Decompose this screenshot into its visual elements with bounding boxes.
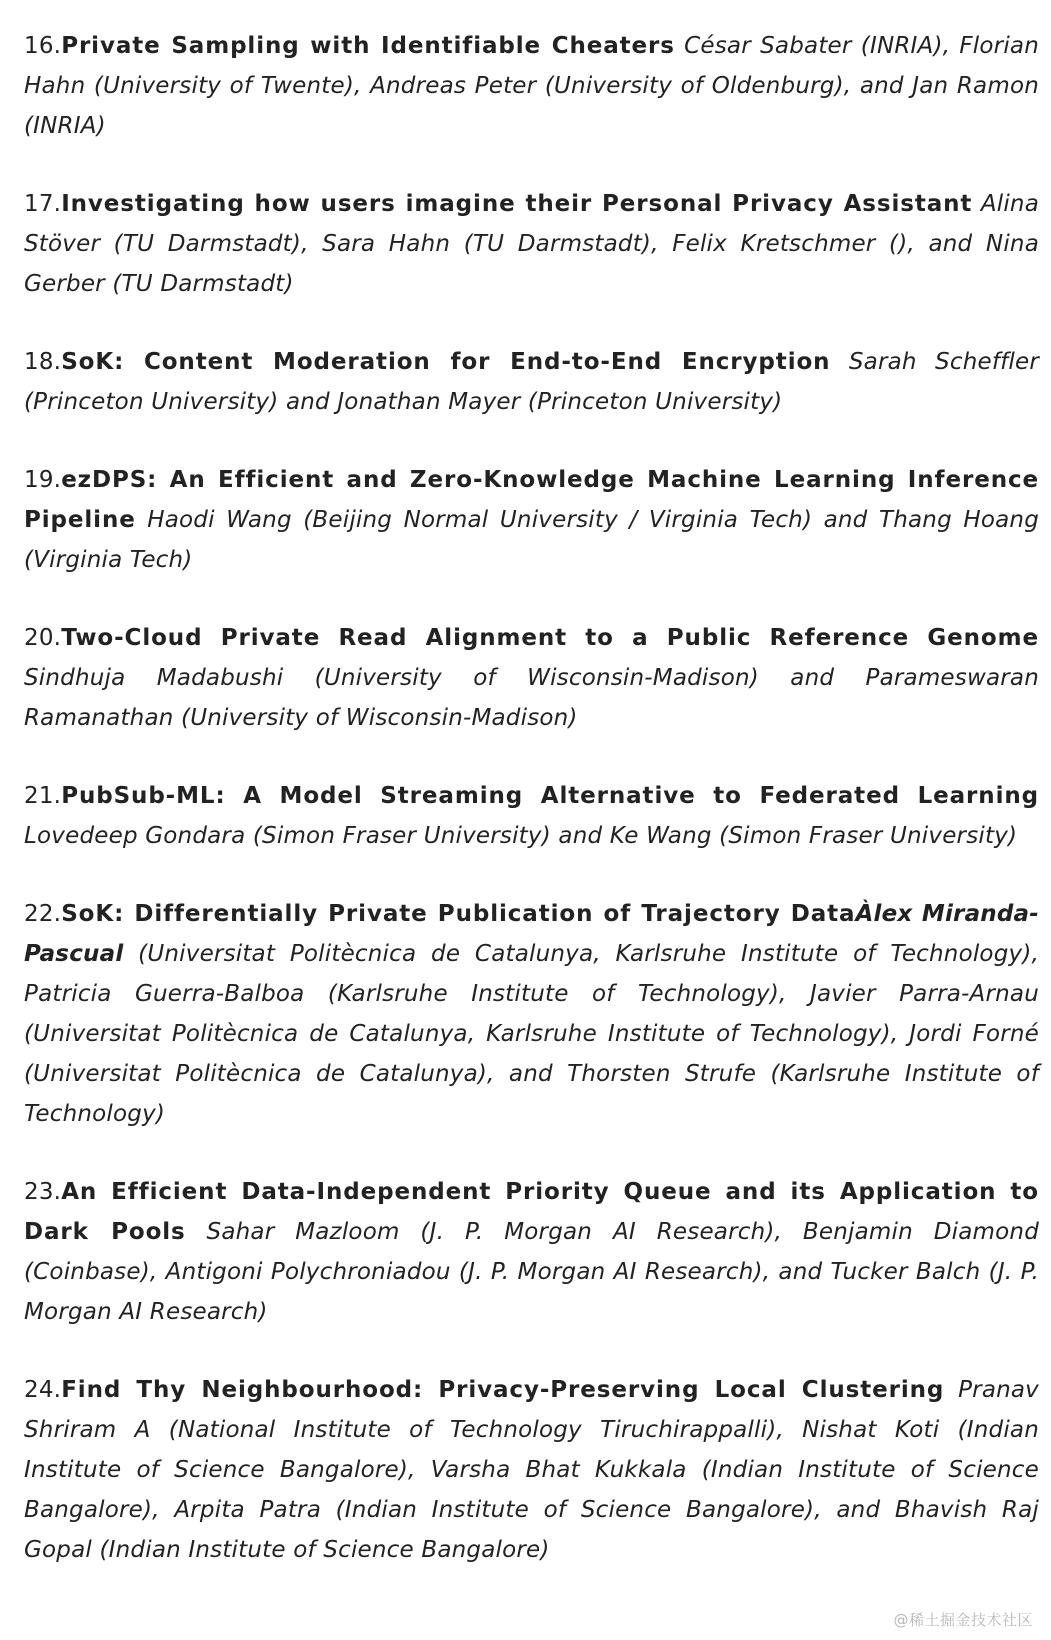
paper-authors: Sarah Scheffler (Princeton University) and Jonathan Mayer (Princeton University) <box>24 349 1040 415</box>
entry-number: 20. <box>24 625 62 651</box>
entry-number: 16. <box>24 33 62 59</box>
paper-authors: Sahar Mazloom (J. P. Morgan AI Research), Benjamin Diamond (Coinbase), Antigoni Polychroniadou (J. P. Morgan AI Research), and Tucker Balch (J. P. Morgan AI Research) <box>24 1219 1040 1325</box>
list-item <box>24 342 1039 422</box>
list-item <box>24 894 1039 1134</box>
paper-title: An Efficient Data-Independent Priority Queue and its Application to Dark Pools <box>24 1179 1039 1245</box>
entry-number: 22. <box>24 901 62 927</box>
paper-authors: Pranav Shriram A (National Institute of Technology Tiruchirappalli), Nishat Koti (Indian Institute of Science Bangalore), Varsha Bhat Kukkala (Indian Institute of Science Bangalore), Arpita Patra (Indian Institute of Science Bangalore), and Bhavish Raj Gopal (Indian Institute of Science Bangalore) <box>24 1377 1039 1563</box>
paper-authors: Alina Stöver (TU Darmstadt), Sara Hahn (TU Darmstadt), Felix Kretschmer (), and Nina Gerber (TU Darmstadt) <box>24 191 1039 297</box>
entry-number: 17. <box>24 191 62 217</box>
paper-first-author: Àlex Miranda-Pascual <box>24 901 1040 967</box>
paper-authors: César Sabater (INRIA), Florian Hahn (University of Twente), Andreas Peter (University of Oldenburg), and Jan Ramon (INRIA) <box>24 33 1039 139</box>
list-item <box>24 1370 1039 1570</box>
paper-authors: (Universitat Politècnica de Catalunya, Karlsruhe Institute of Technology), Patricia Guerra-Balboa (Karlsruhe Institute of Technology), Javier Parra-Arnau (Universitat Politècnica de Catalunya, Karlsruhe Institute of Technology), Jordi Forné (Universitat Politècnica de Catalunya), and Thorsten Strufe (Karlsruhe Institute of Technology) <box>24 941 1039 1127</box>
paper-authors: Haodi Wang (Beijing Normal University / Virginia Tech) and Thang Hoang (Virginia Tech) <box>24 507 1040 573</box>
paper-title: ezDPS: An Efficient and Zero-Knowledge Machine Learning Inference Pipeline <box>24 467 1039 533</box>
entry-number: 18. <box>24 349 62 375</box>
list-item <box>24 1172 1039 1332</box>
entry-number: 19. <box>24 467 62 493</box>
paper-title: Investigating how users imagine their Personal Privacy Assistant <box>61 191 973 217</box>
watermark: @稀土掘金技术社区 <box>893 1611 1033 1629</box>
list-item <box>24 618 1039 738</box>
list-item <box>24 460 1039 580</box>
entry-number: 24. <box>24 1377 62 1403</box>
paper-authors: Lovedeep Gondara (Simon Fraser University) and Ke Wang (Simon Fraser University) <box>24 823 1018 849</box>
list-item <box>24 26 1039 146</box>
paper-title: Two-Cloud Private Read Alignment to a Public Reference Genome <box>61 625 1039 651</box>
paper-title: SoK: Differentially Private Publication of Trajectory Data <box>61 901 856 927</box>
entry-number: 23. <box>24 1179 62 1205</box>
paper-title: Private Sampling with Identifiable Cheaters <box>61 33 675 59</box>
list-item <box>24 776 1039 856</box>
paper-authors: Sindhuja Madabushi (University of Wisconsin-Madison) and Parameswaran Ramanathan (University of Wisconsin-Madison) <box>24 665 1039 731</box>
list-item <box>24 184 1039 304</box>
entry-number: 21. <box>24 783 62 809</box>
paper-list <box>24 26 1039 1608</box>
paper-title: SoK: Content Moderation for End-to-End Encryption <box>61 349 831 375</box>
paper-title: PubSub-ML: A Model Streaming Alternative to Federated Learning <box>61 783 1039 809</box>
paper-title: Find Thy Neighbourhood: Privacy-Preserving Local Clustering <box>61 1377 945 1403</box>
